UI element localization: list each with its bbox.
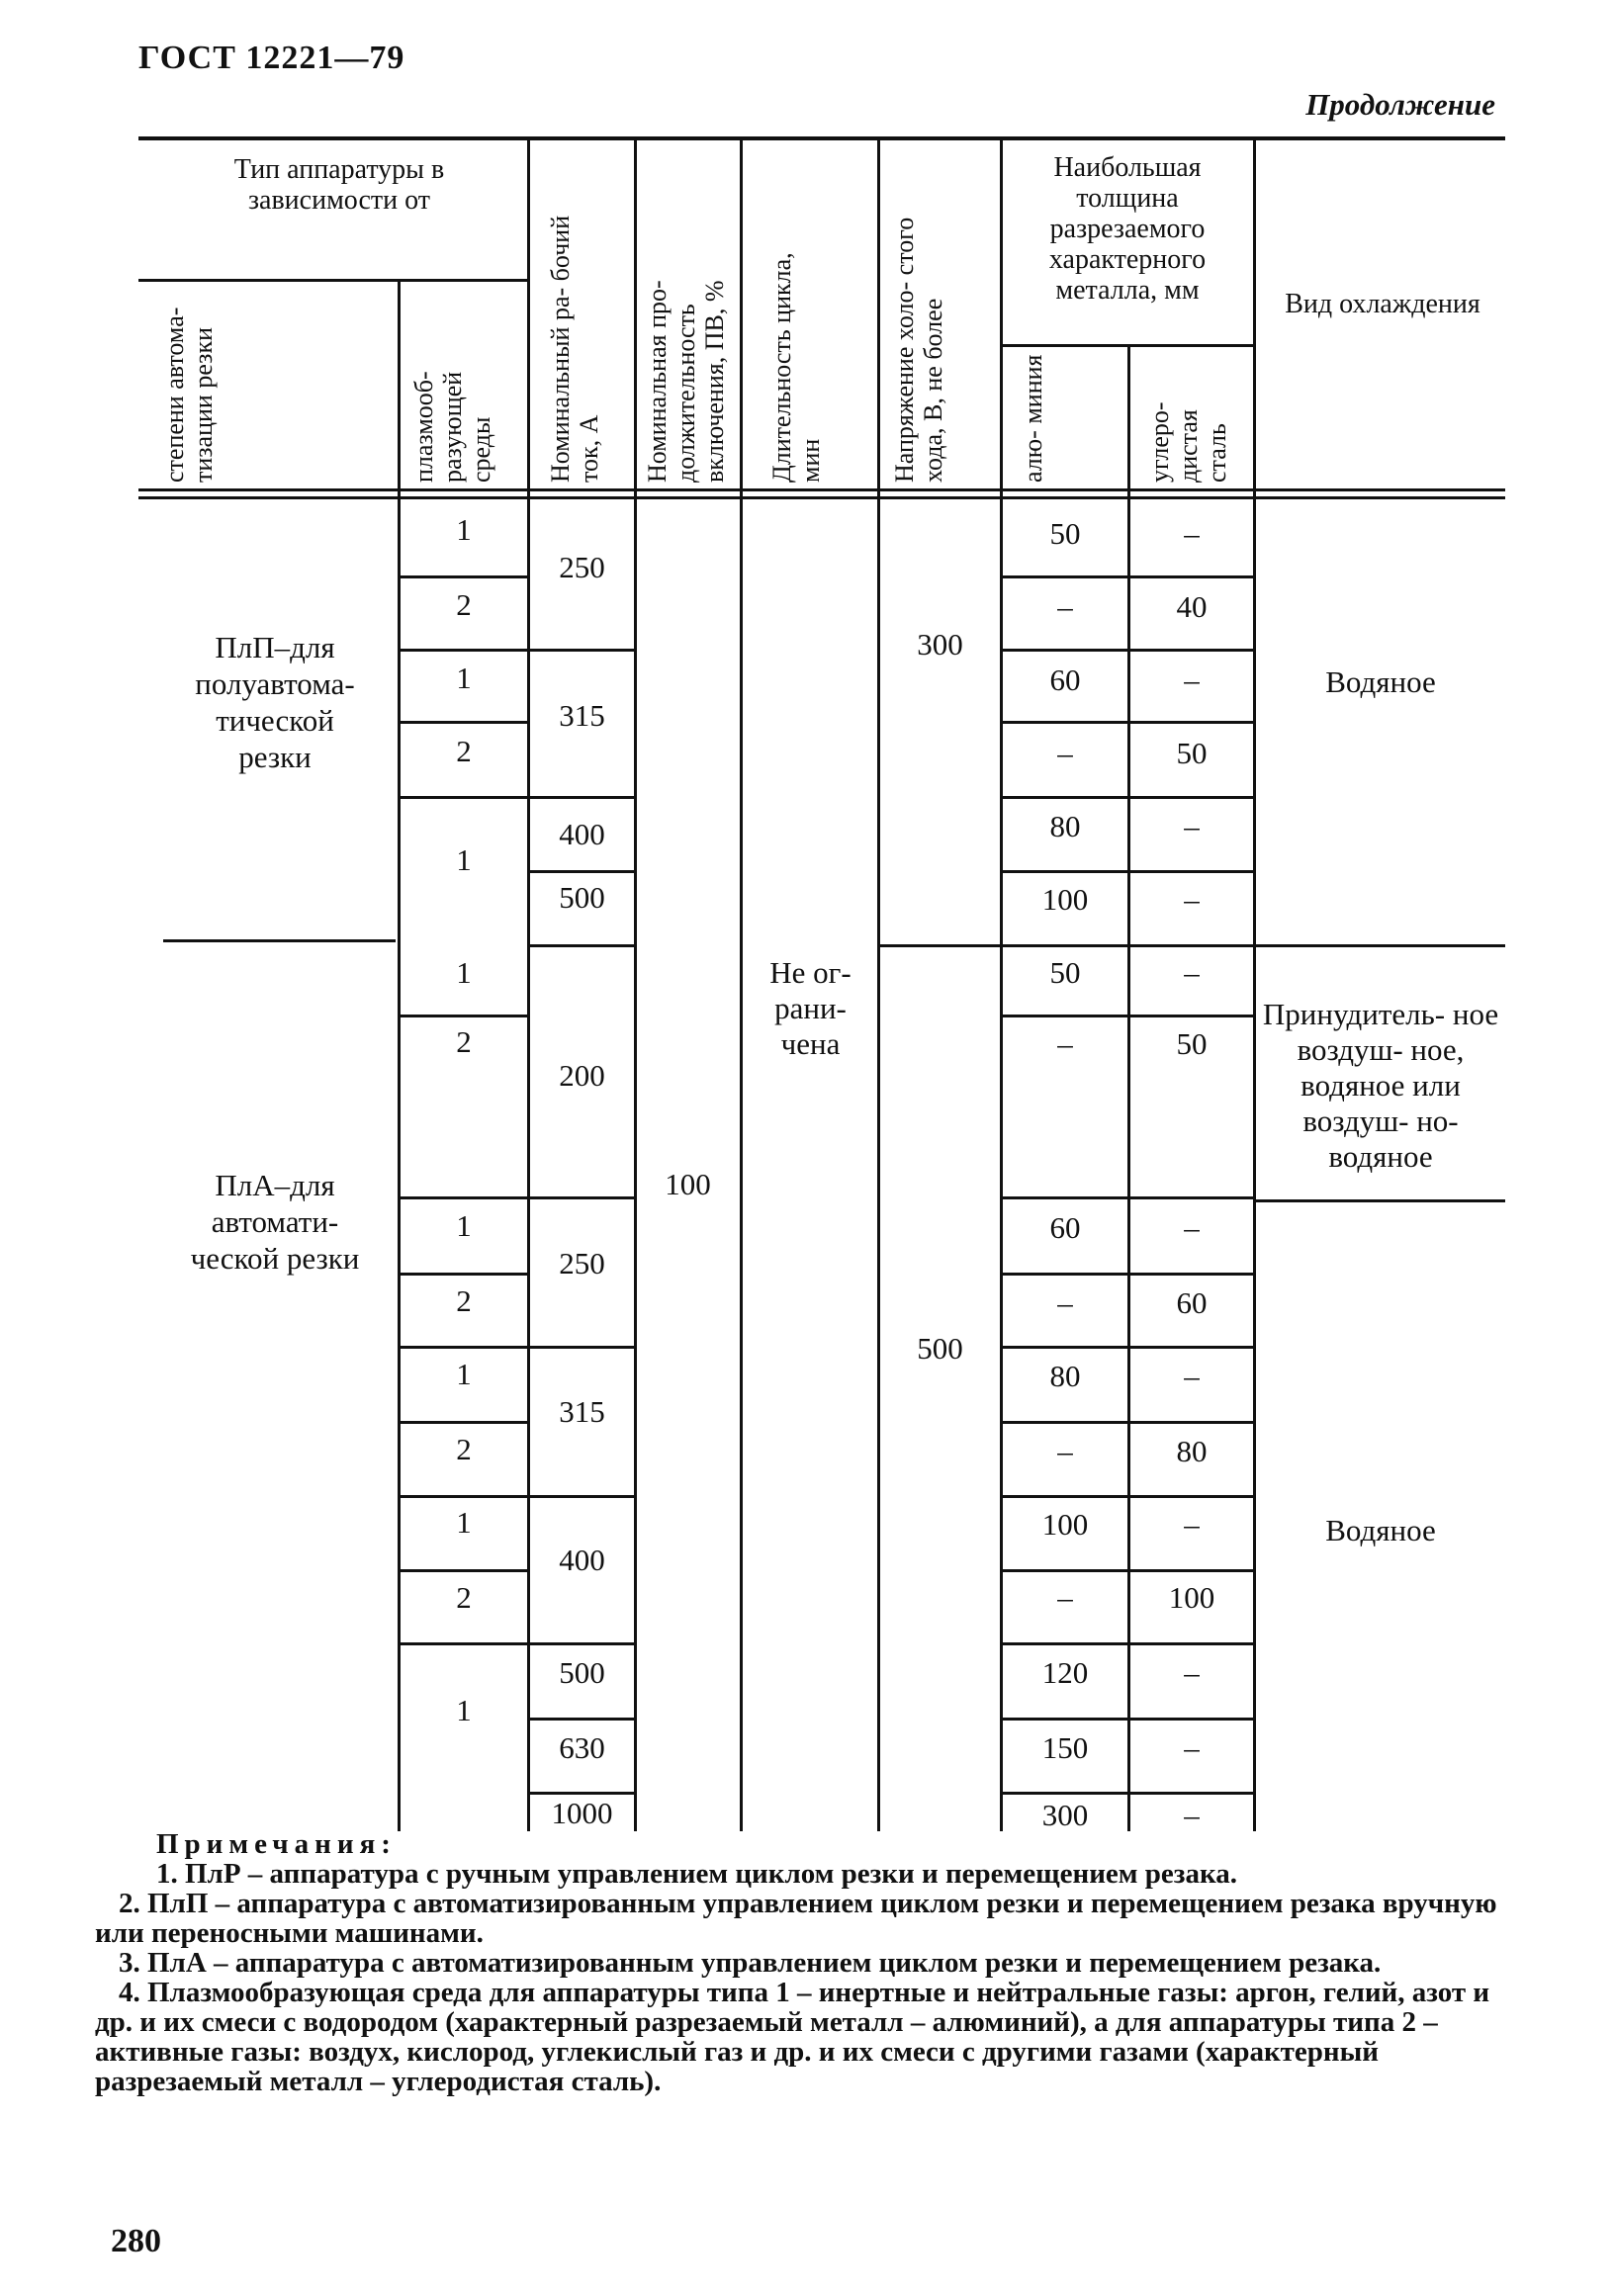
table-cell-current: 250 <box>559 1246 605 1280</box>
row-line-current <box>530 1196 634 1199</box>
cooling-water-2: Водяное <box>1325 1513 1436 1547</box>
row-line-thickness <box>1003 575 1253 578</box>
row-line-thickness <box>1003 1642 1253 1645</box>
header-duty: Номинальная про- должительность включения, ПВ, % <box>643 280 729 483</box>
page-number: 280 <box>111 2223 161 2259</box>
table-cell-steel: – <box>1184 809 1200 843</box>
row-line-medium <box>401 1569 527 1572</box>
table-cell-medium: 2 <box>456 1580 472 1615</box>
row-line-current <box>530 649 634 652</box>
table-cell-al: 60 <box>1049 1210 1081 1245</box>
table-cell-steel: 80 <box>1176 1434 1208 1468</box>
row-line-medium <box>401 1642 527 1645</box>
table-cell-steel: – <box>1184 882 1200 917</box>
continuation-label: Продолжение <box>1305 87 1495 122</box>
table-cell-al: – <box>1057 1434 1073 1468</box>
row-line-thickness <box>1003 1718 1253 1721</box>
cooling-divider <box>1256 1199 1505 1202</box>
table-cell-medium: 1 <box>456 955 472 990</box>
row-line-thickness <box>1003 1346 1253 1349</box>
col-line-voltage-left <box>877 140 880 1831</box>
row-line-thickness <box>1003 944 1253 947</box>
col-line-cycle-left <box>740 140 743 1831</box>
row-line-medium <box>401 1196 527 1199</box>
header-thickness-group: Наибольшая толщина разрезаемого характерного металла, мм <box>1048 152 1207 306</box>
table-cell-medium: 2 <box>456 1024 472 1059</box>
row-line-medium <box>401 1346 527 1349</box>
table-cell-medium: 1 <box>456 661 472 695</box>
row-line-thickness <box>1003 796 1253 799</box>
table-cell-al: 300 <box>1041 1798 1089 1832</box>
table-cell-al: 100 <box>1041 1507 1089 1542</box>
row-line-thickness <box>1003 1569 1253 1572</box>
header-current: Номинальный ра- бочий ток, А <box>546 215 603 483</box>
table-cell-al: 150 <box>1041 1730 1089 1765</box>
table-cell-current: 315 <box>559 1394 605 1429</box>
note-item: 4. Плазмообразующая среда для аппаратуры типа 1 – инертные и нейтральные газы: аргон, гелий, азот и др. и их смеси с водородом (характерный разрезаемый металл – алюминий), а для аппаратуры типа 2 – активные газы: воздух, кислород, углекислый газ и др. и их смеси с другими газами (характерный разрезаемый металл – углеродистая сталь). <box>95 1977 1490 2097</box>
row-line-thickness <box>1003 1196 1253 1199</box>
table-cell-medium: 1 <box>456 1357 472 1391</box>
table-cell-current: 630 <box>559 1730 605 1765</box>
row-line-medium <box>401 1421 527 1424</box>
row-line-thickness <box>1003 1015 1253 1017</box>
row-line-thickness <box>1003 1495 1253 1498</box>
table-cell-al: – <box>1057 736 1073 770</box>
table-cell-steel: – <box>1184 516 1200 551</box>
col-line-cooling-left <box>1253 140 1256 1831</box>
table-cell-steel: – <box>1184 1359 1200 1393</box>
table-cell-al: – <box>1057 1026 1073 1061</box>
header-aluminium: алю- миния <box>1019 354 1047 483</box>
row-line-current <box>530 870 634 873</box>
table-cell-current: 500 <box>559 880 605 915</box>
row-line-medium <box>401 796 527 799</box>
table-cell-steel: – <box>1184 1507 1200 1542</box>
cooling-water-1: Водяное <box>1325 664 1436 699</box>
table-top-rule <box>138 136 1505 140</box>
row-line-current <box>530 1495 634 1498</box>
table-cell-medium: 1 <box>456 1208 472 1243</box>
note-item: 1. ПлР – аппаратура с ручным управлением циклом резки и перемещением резака. <box>156 1858 1237 1890</box>
group-divider <box>163 939 396 942</box>
table-cell-current: 400 <box>559 1543 605 1577</box>
table-cell-medium: 1 <box>456 512 472 547</box>
table-cell-steel: 60 <box>1176 1285 1208 1320</box>
notes-title: Примечания: <box>156 1828 397 1860</box>
table-cell-current: 500 <box>559 1655 605 1690</box>
table-cell-steel: – <box>1184 1798 1200 1832</box>
table-cell-medium: 1 <box>456 1693 472 1727</box>
header-automation: степени автома- тизации резки <box>160 307 218 483</box>
table-cell-steel: – <box>1184 1210 1200 1245</box>
table-cell-al: 50 <box>1049 516 1081 551</box>
header-carbon-steel: углеро- дистая сталь <box>1145 401 1231 483</box>
table-cell-al: 60 <box>1049 662 1081 697</box>
table-cell-steel: 40 <box>1176 589 1208 624</box>
table-cell-medium: 2 <box>456 734 472 768</box>
cooling-forced: Принудитель- ное воздуш- ное, водяное или воздуш- но-водяное <box>1262 997 1499 1174</box>
row-line-current <box>530 796 634 799</box>
table-cell-medium: 1 <box>456 1505 472 1540</box>
table-cell-al: 80 <box>1049 809 1081 843</box>
col-line-duty-left <box>634 140 637 1831</box>
voltage-divider <box>880 944 1000 947</box>
table-cell-al: 50 <box>1049 955 1081 990</box>
header-plasma-medium: плазмооб- разующей среды <box>409 371 495 483</box>
group-plp-label: ПлП–для полуавтома- тической резки <box>195 630 355 774</box>
table-cell-al: – <box>1057 1580 1073 1615</box>
table-cell-al: 100 <box>1041 882 1089 917</box>
table-cell-medium: 1 <box>456 842 472 877</box>
row-line-thickness <box>1003 1273 1253 1276</box>
document-code: ГОСТ 12221—79 <box>138 40 405 76</box>
header-voltage: Напряжение холо- стого хода, В, не более <box>890 217 947 483</box>
table-cell-current: 1000 <box>551 1796 613 1830</box>
table-cell-al: 120 <box>1041 1655 1089 1690</box>
cycle-value: Не ог- рани- чена <box>769 955 852 1061</box>
row-line-current <box>530 944 634 947</box>
table-cell-al: – <box>1057 1285 1073 1320</box>
table-cell-steel: – <box>1184 1730 1200 1765</box>
row-line-thickness <box>1003 1421 1253 1424</box>
table-cell-steel: 50 <box>1176 736 1208 770</box>
row-line-current <box>530 1642 634 1645</box>
header-cycle: Длительность цикла, мин <box>767 252 825 483</box>
table-cell-al: – <box>1057 589 1073 624</box>
row-line-current <box>530 1346 634 1349</box>
row-line-medium <box>401 721 527 724</box>
table-cell-current: 315 <box>559 698 605 733</box>
row-line-thickness <box>1003 1792 1253 1795</box>
table-cell-medium: 2 <box>456 1432 472 1466</box>
row-line-thickness <box>1003 721 1253 724</box>
row-line-thickness <box>1003 870 1253 873</box>
table-cell-steel: – <box>1184 662 1200 697</box>
table-header-bottom-rule-2 <box>138 496 1505 499</box>
table-cell-al: 80 <box>1049 1359 1081 1393</box>
table-type-group-divider <box>138 279 529 282</box>
header-cooling: Вид охлаждения <box>1285 289 1480 319</box>
table-cell-steel: 50 <box>1176 1026 1208 1061</box>
row-line-current <box>530 1792 634 1795</box>
duty-value: 100 <box>665 1167 711 1201</box>
table-cell-steel: – <box>1184 1655 1200 1690</box>
table-cell-current: 200 <box>559 1058 605 1093</box>
table-cell-steel: 100 <box>1168 1580 1215 1615</box>
row-line-medium <box>401 1495 527 1498</box>
row-line-current <box>530 1718 634 1721</box>
notes <box>95 1828 1503 2097</box>
table-cell-medium: 2 <box>456 1283 472 1318</box>
table-header-bottom-rule <box>138 488 1505 491</box>
row-line-medium <box>401 1015 527 1017</box>
row-line-medium <box>401 649 527 652</box>
table-cell-current: 250 <box>559 550 605 584</box>
note-item: 3. ПлА – аппаратура с автоматизированным управлением циклом резки и перемещением резака. <box>119 1947 1382 1979</box>
row-line-medium <box>401 1273 527 1276</box>
table-cell-steel: – <box>1184 955 1200 990</box>
row-line-thickness <box>1003 649 1253 652</box>
cooling-divider <box>1256 944 1505 947</box>
header-type-group: Тип аппаратуры в зависимости от <box>233 154 445 216</box>
note-item: 2. ПлП – аппаратура с автоматизированным управлением циклом резки и перемещением резака вручную или переносными машинами. <box>95 1888 1497 1949</box>
voltage-plp-value: 300 <box>917 627 963 662</box>
group-pla-label: ПлА–для автомати- ческой резки <box>190 1168 360 1276</box>
table-cell-current: 400 <box>559 817 605 851</box>
table-cell-medium: 2 <box>456 587 472 622</box>
voltage-pla-value: 500 <box>917 1331 963 1366</box>
row-line-medium <box>401 575 527 578</box>
